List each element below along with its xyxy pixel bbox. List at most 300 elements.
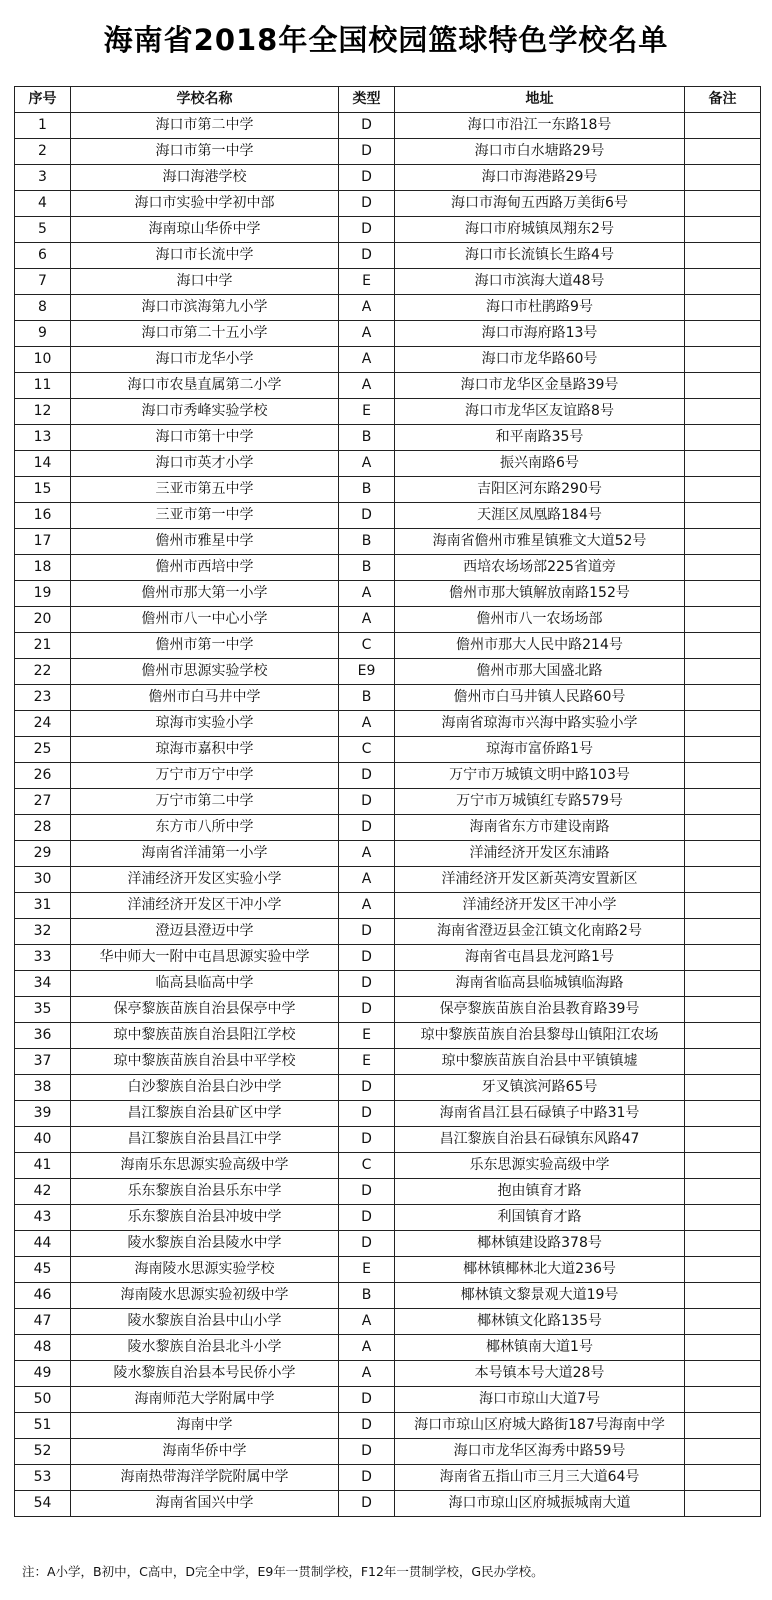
address-cell: 海南省屯昌县龙河路1号 <box>395 945 685 971</box>
table-row <box>15 737 761 763</box>
address-cell: 本号镇本号大道28号 <box>395 1361 685 1387</box>
school-type-cell: D <box>339 1101 395 1127</box>
address-cell: 海口市龙华区海秀中路59号 <box>395 1439 685 1465</box>
school-type-cell: B <box>339 685 395 711</box>
school-type-cell: C <box>339 737 395 763</box>
table-row <box>15 867 761 893</box>
school-name-cell: 万宁市万宁中学 <box>71 763 339 789</box>
school-type-cell: C <box>339 1153 395 1179</box>
row-number: 49 <box>15 1361 71 1387</box>
address-cell: 抱由镇育才路 <box>395 1179 685 1205</box>
row-number: 19 <box>15 581 71 607</box>
school-type-cell: A <box>339 347 395 373</box>
row-number: 22 <box>15 659 71 685</box>
row-number: 2 <box>15 139 71 165</box>
school-type-cell: A <box>339 581 395 607</box>
school-type-cell: E <box>339 269 395 295</box>
address-cell: 琼中黎族苗族自治县黎母山镇阳江农场 <box>395 1023 685 1049</box>
note-cell <box>685 269 761 295</box>
school-name-cell: 海南师范大学附属中学 <box>71 1387 339 1413</box>
table-row <box>15 1049 761 1075</box>
row-number: 11 <box>15 373 71 399</box>
school-name-cell: 海口市长流中学 <box>71 243 339 269</box>
row-number: 47 <box>15 1309 71 1335</box>
address-cell: 海口市海甸五西路万美街6号 <box>395 191 685 217</box>
row-number: 45 <box>15 1257 71 1283</box>
school-type-cell: B <box>339 425 395 451</box>
note-cell <box>685 893 761 919</box>
table-row <box>15 1387 761 1413</box>
school-name-cell: 乐东黎族自治县乐东中学 <box>71 1179 339 1205</box>
table-row <box>15 347 761 373</box>
table-row <box>15 295 761 321</box>
table-row <box>15 217 761 243</box>
table-row <box>15 373 761 399</box>
note-cell <box>685 1179 761 1205</box>
school-name-cell: 儋州市西培中学 <box>71 555 339 581</box>
address-cell: 海口市海府路13号 <box>395 321 685 347</box>
school-name-cell: 洋浦经济开发区干冲小学 <box>71 893 339 919</box>
note-cell <box>685 1205 761 1231</box>
table-row <box>15 659 761 685</box>
school-name-cell: 儋州市思源实验学校 <box>71 659 339 685</box>
address-cell: 海口市白水塘路29号 <box>395 139 685 165</box>
row-number: 37 <box>15 1049 71 1075</box>
school-name-cell: 海口市龙华小学 <box>71 347 339 373</box>
school-name-cell: 三亚市第五中学 <box>71 477 339 503</box>
header-school-name: 学校名称 <box>71 87 339 113</box>
row-number: 3 <box>15 165 71 191</box>
address-cell: 海南省临高县临城镇临海路 <box>395 971 685 997</box>
row-number: 36 <box>15 1023 71 1049</box>
note-cell <box>685 165 761 191</box>
school-type-cell: A <box>339 607 395 633</box>
row-number: 17 <box>15 529 71 555</box>
school-type-cell: D <box>339 971 395 997</box>
table-row <box>15 191 761 217</box>
row-number: 27 <box>15 789 71 815</box>
row-number: 20 <box>15 607 71 633</box>
note-cell <box>685 607 761 633</box>
table-row <box>15 1465 761 1491</box>
note-cell <box>685 815 761 841</box>
school-name-cell: 海南乐东思源实验高级中学 <box>71 1153 339 1179</box>
note-cell <box>685 425 761 451</box>
note-cell <box>685 1075 761 1101</box>
row-number: 32 <box>15 919 71 945</box>
school-type-cell: B <box>339 1283 395 1309</box>
note-cell <box>685 477 761 503</box>
school-name-cell: 海南省国兴中学 <box>71 1491 339 1517</box>
address-cell: 万宁市万城镇红专路579号 <box>395 789 685 815</box>
school-name-cell: 三亚市第一中学 <box>71 503 339 529</box>
table-row <box>15 1023 761 1049</box>
document-title: 海南省2018年全国校园篮球特色学校名单 <box>103 23 669 57</box>
school-name-cell: 华中师大一附中屯昌思源实验中学 <box>71 945 339 971</box>
school-name-cell: 海南琼山华侨中学 <box>71 217 339 243</box>
type-legend-footnote: 注：A小学，B初中，C高中，D完全中学，E9年一贯制学校，F12年一贯制学校，G民办学校。 <box>22 1564 544 1579</box>
note-cell <box>685 347 761 373</box>
table-row <box>15 789 761 815</box>
row-number: 34 <box>15 971 71 997</box>
row-number: 24 <box>15 711 71 737</box>
school-name-cell: 海口中学 <box>71 269 339 295</box>
school-type-cell: D <box>339 191 395 217</box>
school-name-cell: 儋州市八一中心小学 <box>71 607 339 633</box>
table-row <box>15 971 761 997</box>
school-name-cell: 洋浦经济开发区实验小学 <box>71 867 339 893</box>
school-name-cell: 海南省洋浦第一小学 <box>71 841 339 867</box>
row-number: 40 <box>15 1127 71 1153</box>
address-cell: 海口市龙华路60号 <box>395 347 685 373</box>
school-type-cell: D <box>339 789 395 815</box>
note-cell <box>685 633 761 659</box>
school-type-cell: D <box>339 763 395 789</box>
school-name-cell: 海口市农垦直属第二小学 <box>71 373 339 399</box>
school-type-cell: D <box>339 217 395 243</box>
note-cell <box>685 1491 761 1517</box>
school-name-cell: 儋州市白马井中学 <box>71 685 339 711</box>
school-type-cell: D <box>339 815 395 841</box>
table-row <box>15 633 761 659</box>
table-row <box>15 399 761 425</box>
address-cell: 儋州市那大国盛北路 <box>395 659 685 685</box>
row-number: 16 <box>15 503 71 529</box>
address-cell: 琼中黎族苗族自治县中平镇镇墟 <box>395 1049 685 1075</box>
school-type-cell: A <box>339 841 395 867</box>
note-cell <box>685 1049 761 1075</box>
row-number: 54 <box>15 1491 71 1517</box>
school-type-cell: B <box>339 477 395 503</box>
school-name-cell: 海南中学 <box>71 1413 339 1439</box>
note-cell <box>685 581 761 607</box>
address-cell: 椰林镇建设路378号 <box>395 1231 685 1257</box>
table-row <box>15 269 761 295</box>
table-row <box>15 1491 761 1517</box>
table-row <box>15 1413 761 1439</box>
table-row <box>15 1127 761 1153</box>
header-no: 序号 <box>15 87 71 113</box>
school-name-cell: 琼海市实验小学 <box>71 711 339 737</box>
school-list-table <box>14 86 761 1517</box>
table-row <box>15 1101 761 1127</box>
address-cell: 儋州市八一农场场部 <box>395 607 685 633</box>
address-cell: 椰林镇椰林北大道236号 <box>395 1257 685 1283</box>
note-cell <box>685 113 761 139</box>
address-cell: 乐东思源实验高级中学 <box>395 1153 685 1179</box>
table-row <box>15 165 761 191</box>
address-cell: 西培农场场部225省道旁 <box>395 555 685 581</box>
note-cell <box>685 1413 761 1439</box>
note-cell <box>685 1231 761 1257</box>
table-row <box>15 477 761 503</box>
school-name-cell: 澄迈县澄迈中学 <box>71 919 339 945</box>
address-cell: 琼海市富侨路1号 <box>395 737 685 763</box>
address-cell: 昌江黎族自治县石碌镇东风路47 <box>395 1127 685 1153</box>
school-name-cell: 海口海港学校 <box>71 165 339 191</box>
note-cell <box>685 399 761 425</box>
table-row <box>15 763 761 789</box>
school-name-cell: 白沙黎族自治县白沙中学 <box>71 1075 339 1101</box>
school-type-cell: D <box>339 1179 395 1205</box>
note-cell <box>685 711 761 737</box>
note-cell <box>685 997 761 1023</box>
school-name-cell: 海南华侨中学 <box>71 1439 339 1465</box>
row-number: 12 <box>15 399 71 425</box>
note-cell <box>685 295 761 321</box>
table-row <box>15 1257 761 1283</box>
address-cell: 海口市龙华区金垦路39号 <box>395 373 685 399</box>
note-cell <box>685 555 761 581</box>
school-type-cell: A <box>339 321 395 347</box>
school-type-cell: D <box>339 945 395 971</box>
school-type-cell: A <box>339 295 395 321</box>
note-cell <box>685 1153 761 1179</box>
note-cell <box>685 1101 761 1127</box>
school-name-cell: 乐东黎族自治县冲坡中学 <box>71 1205 339 1231</box>
school-type-cell: C <box>339 633 395 659</box>
row-number: 15 <box>15 477 71 503</box>
note-cell <box>685 373 761 399</box>
note-cell <box>685 217 761 243</box>
school-type-cell: E9 <box>339 659 395 685</box>
table-row <box>15 243 761 269</box>
table-row <box>15 1179 761 1205</box>
school-name-cell: 陵水黎族自治县北斗小学 <box>71 1335 339 1361</box>
note-cell <box>685 1335 761 1361</box>
row-number: 42 <box>15 1179 71 1205</box>
school-name-cell: 海口市第一中学 <box>71 139 339 165</box>
address-cell: 振兴南路6号 <box>395 451 685 477</box>
school-type-cell: E <box>339 1257 395 1283</box>
school-type-cell: A <box>339 1309 395 1335</box>
school-name-cell: 东方市八所中学 <box>71 815 339 841</box>
row-number: 48 <box>15 1335 71 1361</box>
header-address: 地址 <box>395 87 685 113</box>
table-row <box>15 451 761 477</box>
note-cell <box>685 685 761 711</box>
table-row <box>15 919 761 945</box>
school-name-cell: 临高县临高中学 <box>71 971 339 997</box>
note-cell <box>685 1439 761 1465</box>
row-number: 29 <box>15 841 71 867</box>
row-number: 18 <box>15 555 71 581</box>
school-name-cell: 琼中黎族苗族自治县阳江学校 <box>71 1023 339 1049</box>
address-cell: 洋浦经济开发区干冲小学 <box>395 893 685 919</box>
school-name-cell: 海口市英才小学 <box>71 451 339 477</box>
school-type-cell: D <box>339 1127 395 1153</box>
note-cell <box>685 503 761 529</box>
school-type-cell: A <box>339 893 395 919</box>
table-row <box>15 1335 761 1361</box>
address-cell: 牙叉镇滨河路65号 <box>395 1075 685 1101</box>
address-cell: 万宁市万城镇文明中路103号 <box>395 763 685 789</box>
note-cell <box>685 321 761 347</box>
address-cell: 海南省澄迈县金江镇文化南路2号 <box>395 919 685 945</box>
table-body <box>15 113 761 1517</box>
address-cell: 儋州市白马井镇人民路60号 <box>395 685 685 711</box>
row-number: 33 <box>15 945 71 971</box>
note-cell <box>685 529 761 555</box>
note-cell <box>685 1361 761 1387</box>
school-type-cell: A <box>339 1335 395 1361</box>
address-cell: 保亭黎族苗族自治县教育路39号 <box>395 997 685 1023</box>
note-cell <box>685 1309 761 1335</box>
row-number: 53 <box>15 1465 71 1491</box>
address-cell: 椰林镇文黎景观大道19号 <box>395 1283 685 1309</box>
address-cell: 海南省五指山市三月三大道64号 <box>395 1465 685 1491</box>
school-name-cell: 昌江黎族自治县矿区中学 <box>71 1101 339 1127</box>
row-number: 43 <box>15 1205 71 1231</box>
table-row <box>15 139 761 165</box>
address-cell: 海口市海港路29号 <box>395 165 685 191</box>
note-cell <box>685 1465 761 1491</box>
table-row <box>15 1231 761 1257</box>
table-row <box>15 1309 761 1335</box>
row-number: 9 <box>15 321 71 347</box>
table-row <box>15 815 761 841</box>
school-name-cell: 海南陵水思源实验初级中学 <box>71 1283 339 1309</box>
header-type: 类型 <box>339 87 395 113</box>
school-type-cell: D <box>339 1387 395 1413</box>
address-cell: 海南省东方市建设南路 <box>395 815 685 841</box>
address-cell: 儋州市那大人民中路214号 <box>395 633 685 659</box>
row-number: 8 <box>15 295 71 321</box>
school-name-cell: 海南陵水思源实验学校 <box>71 1257 339 1283</box>
address-cell: 海南省儋州市雅星镇雅文大道52号 <box>395 529 685 555</box>
table-row <box>15 893 761 919</box>
school-name-cell: 海口市实验中学初中部 <box>71 191 339 217</box>
note-cell <box>685 971 761 997</box>
row-number: 25 <box>15 737 71 763</box>
address-cell: 海南省琼海市兴海中路实验小学 <box>395 711 685 737</box>
address-cell: 海口市琼山区府城大路街187号海南中学 <box>395 1413 685 1439</box>
school-type-cell: D <box>339 997 395 1023</box>
school-type-cell: A <box>339 1361 395 1387</box>
school-type-cell: E <box>339 1049 395 1075</box>
school-type-cell: A <box>339 867 395 893</box>
table-row <box>15 1153 761 1179</box>
row-number: 38 <box>15 1075 71 1101</box>
school-name-cell: 海口市第二十五小学 <box>71 321 339 347</box>
school-type-cell: D <box>339 1205 395 1231</box>
school-type-cell: B <box>339 555 395 581</box>
row-number: 41 <box>15 1153 71 1179</box>
note-cell <box>685 451 761 477</box>
school-name-cell: 陵水黎族自治县陵水中学 <box>71 1231 339 1257</box>
note-cell <box>685 1023 761 1049</box>
school-type-cell: E <box>339 1023 395 1049</box>
note-cell <box>685 763 761 789</box>
address-cell: 儋州市那大镇解放南路152号 <box>395 581 685 607</box>
table-row <box>15 607 761 633</box>
table-row <box>15 1205 761 1231</box>
table-row <box>15 997 761 1023</box>
school-name-cell: 海口市第十中学 <box>71 425 339 451</box>
table-row <box>15 113 761 139</box>
table-row <box>15 425 761 451</box>
school-name-cell: 海口市秀峰实验学校 <box>71 399 339 425</box>
school-name-cell: 保亭黎族苗族自治县保亭中学 <box>71 997 339 1023</box>
address-cell: 洋浦经济开发区新英湾安置新区 <box>395 867 685 893</box>
row-number: 51 <box>15 1413 71 1439</box>
row-number: 4 <box>15 191 71 217</box>
school-type-cell: D <box>339 1075 395 1101</box>
note-cell <box>685 191 761 217</box>
header-note: 备注 <box>685 87 761 113</box>
table-header-row <box>15 87 761 113</box>
note-cell <box>685 841 761 867</box>
address-cell: 海南省昌江县石碌镇子中路31号 <box>395 1101 685 1127</box>
table-row <box>15 841 761 867</box>
table-row <box>15 321 761 347</box>
note-cell <box>685 945 761 971</box>
address-cell: 天涯区凤凰路184号 <box>395 503 685 529</box>
school-name-cell: 海南热带海洋学院附属中学 <box>71 1465 339 1491</box>
school-type-cell: D <box>339 1439 395 1465</box>
school-type-cell: D <box>339 139 395 165</box>
table-row <box>15 529 761 555</box>
school-name-cell: 儋州市那大第一小学 <box>71 581 339 607</box>
table-row <box>15 555 761 581</box>
school-type-cell: D <box>339 1413 395 1439</box>
address-cell: 海口市杜鹃路9号 <box>395 295 685 321</box>
address-cell: 海口市沿江一东路18号 <box>395 113 685 139</box>
note-cell <box>685 737 761 763</box>
school-name-cell: 陵水黎族自治县本号民侨小学 <box>71 1361 339 1387</box>
school-type-cell: B <box>339 529 395 555</box>
school-type-cell: A <box>339 373 395 399</box>
address-cell: 洋浦经济开发区东浦路 <box>395 841 685 867</box>
school-type-cell: D <box>339 1465 395 1491</box>
table-row <box>15 685 761 711</box>
address-cell: 椰林镇文化路135号 <box>395 1309 685 1335</box>
table-row <box>15 711 761 737</box>
address-cell: 海口市府城镇凤翔东2号 <box>395 217 685 243</box>
table-row <box>15 581 761 607</box>
note-cell <box>685 1127 761 1153</box>
school-type-cell: D <box>339 165 395 191</box>
school-type-cell: A <box>339 451 395 477</box>
school-type-cell: E <box>339 399 395 425</box>
school-name-cell: 儋州市雅星中学 <box>71 529 339 555</box>
school-name-cell: 昌江黎族自治县昌江中学 <box>71 1127 339 1153</box>
school-name-cell: 陵水黎族自治县中山小学 <box>71 1309 339 1335</box>
table-row <box>15 503 761 529</box>
address-cell: 海口市龙华区友谊路8号 <box>395 399 685 425</box>
address-cell: 海口市琼山大道7号 <box>395 1387 685 1413</box>
row-number: 26 <box>15 763 71 789</box>
note-cell <box>685 1283 761 1309</box>
row-number: 50 <box>15 1387 71 1413</box>
school-type-cell: D <box>339 919 395 945</box>
row-number: 52 <box>15 1439 71 1465</box>
school-name-cell: 海口市滨海第九小学 <box>71 295 339 321</box>
school-name-cell: 万宁市第二中学 <box>71 789 339 815</box>
table-row <box>15 1361 761 1387</box>
row-number: 31 <box>15 893 71 919</box>
school-name-cell: 儋州市第一中学 <box>71 633 339 659</box>
address-cell: 海口市琼山区府城振城南大道 <box>395 1491 685 1517</box>
table-row <box>15 1283 761 1309</box>
note-cell <box>685 243 761 269</box>
address-cell: 海口市滨海大道48号 <box>395 269 685 295</box>
row-number: 44 <box>15 1231 71 1257</box>
address-cell: 吉阳区河东路290号 <box>395 477 685 503</box>
school-type-cell: D <box>339 1231 395 1257</box>
school-name-cell: 琼海市嘉积中学 <box>71 737 339 763</box>
address-cell: 利国镇育才路 <box>395 1205 685 1231</box>
